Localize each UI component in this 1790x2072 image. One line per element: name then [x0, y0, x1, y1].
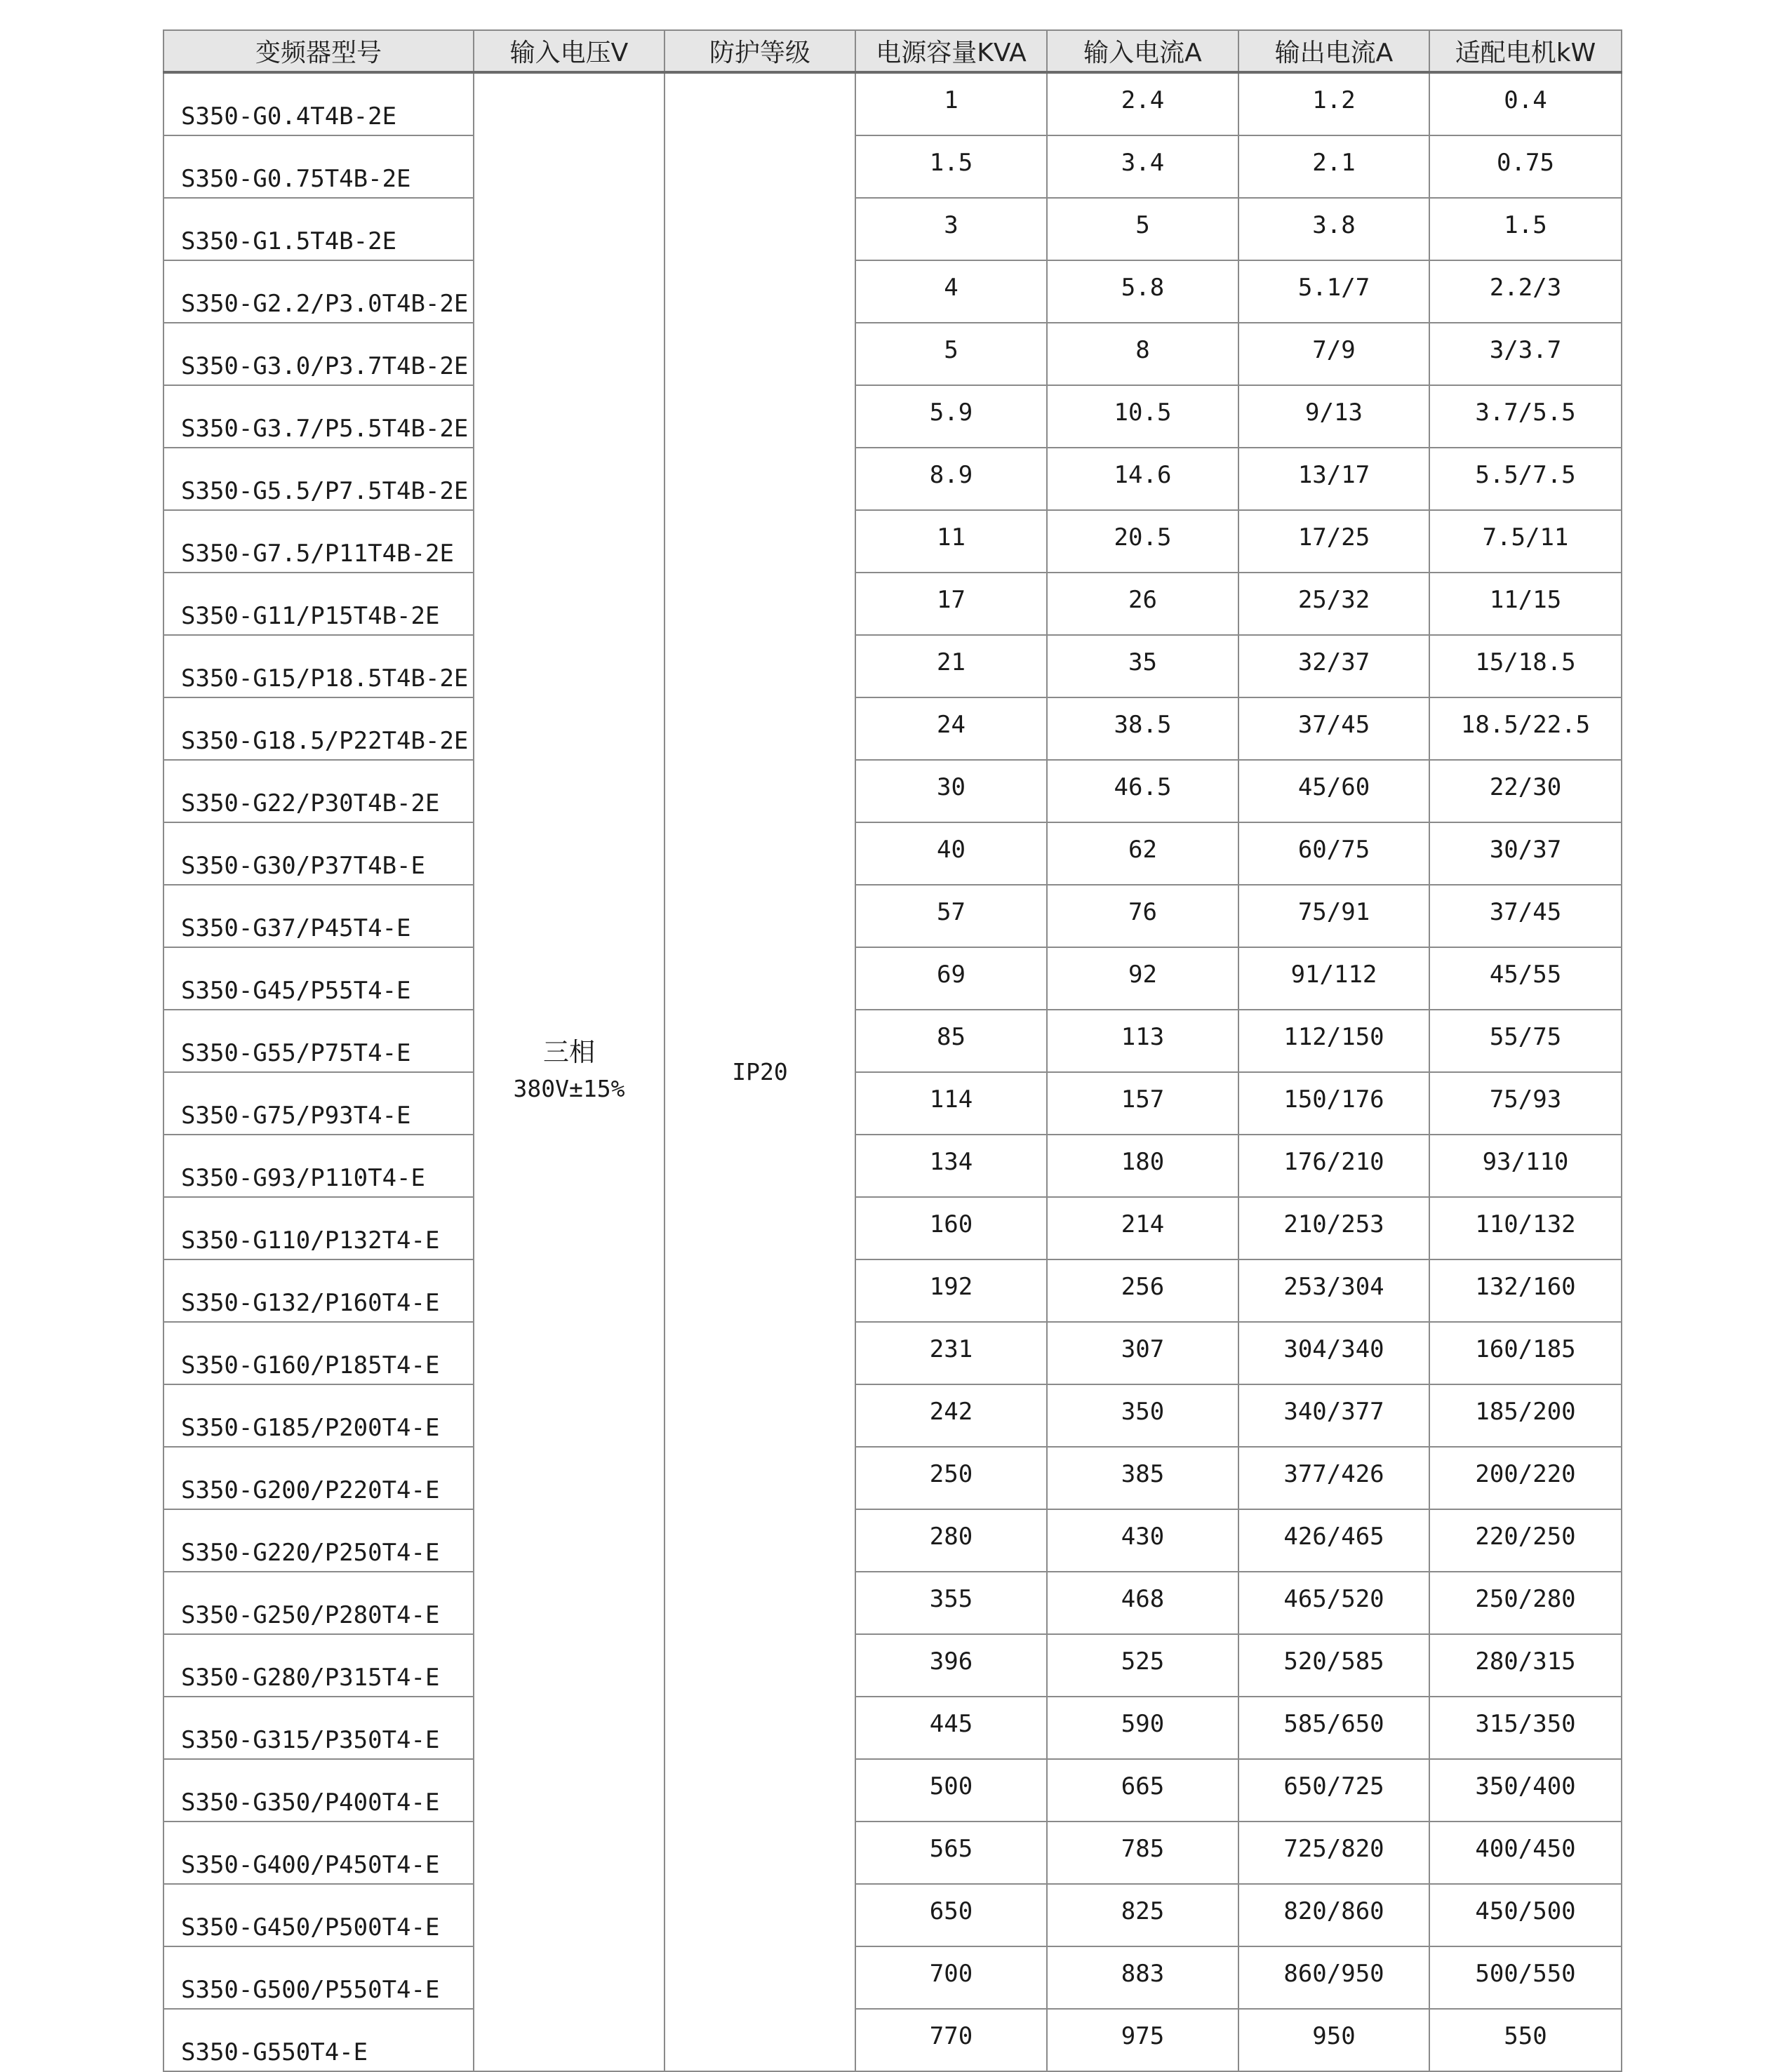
- cell-output-current: 17/25: [1238, 510, 1429, 573]
- cell-motor-power: 200/220: [1429, 1447, 1622, 1509]
- header-input-voltage: 输入电压V: [474, 30, 664, 72]
- cell-motor-power: 3.7/5.5: [1429, 385, 1622, 448]
- cell-motor-power: 5.5/7.5: [1429, 448, 1622, 510]
- input-voltage-phase: 三相: [543, 1036, 595, 1067]
- cell-input-current: 430: [1047, 1509, 1238, 1572]
- cell-output-current: 3.8: [1238, 198, 1429, 260]
- header-protection-class: 防护等级: [664, 30, 855, 72]
- cell-power-capacity: 445: [855, 1697, 1047, 1759]
- cell-motor-power: 250/280: [1429, 1572, 1622, 1634]
- table-row: [163, 822, 1622, 885]
- table-row: [163, 697, 1622, 760]
- cell-power-capacity: 700: [855, 1946, 1047, 2009]
- header-input-current: 输入电流A: [1047, 30, 1238, 72]
- cell-motor-power: 93/110: [1429, 1135, 1622, 1197]
- cell-output-current: 520/585: [1238, 1634, 1429, 1697]
- cell-model: S350-G93/P110T4-E: [163, 1135, 474, 1197]
- table-row: [163, 385, 1622, 448]
- cell-input-current: 2.4: [1047, 72, 1238, 135]
- cell-model: S350-G200/P220T4-E: [163, 1447, 474, 1509]
- cell-motor-power: 315/350: [1429, 1697, 1622, 1759]
- cell-motor-power: 11/15: [1429, 573, 1622, 635]
- cell-output-current: 950: [1238, 2009, 1429, 2071]
- cell-power-capacity: 8.9: [855, 448, 1047, 510]
- cell-motor-power: 500/550: [1429, 1946, 1622, 2009]
- cell-output-current: 75/91: [1238, 885, 1429, 947]
- cell-power-capacity: 355: [855, 1572, 1047, 1634]
- spec-table: [163, 29, 1622, 2072]
- header-row: [163, 30, 1622, 72]
- cell-output-current: 32/37: [1238, 635, 1429, 697]
- table-row: [163, 1135, 1622, 1197]
- cell-model: S350-G15/P18.5T4B-2E: [163, 635, 474, 697]
- cell-motor-power: 220/250: [1429, 1509, 1622, 1572]
- cell-motor-power: 22/30: [1429, 760, 1622, 822]
- cell-model: S350-G500/P550T4-E: [163, 1946, 474, 2009]
- cell-power-capacity: 17: [855, 573, 1047, 635]
- cell-motor-power: 400/450: [1429, 1822, 1622, 1884]
- table-row: [163, 323, 1622, 385]
- table-row: [163, 1509, 1622, 1572]
- cell-model: S350-G55/P75T4-E: [163, 1010, 474, 1072]
- table-row: [163, 1759, 1622, 1822]
- cell-motor-power: 350/400: [1429, 1759, 1622, 1822]
- cell-motor-power: 3/3.7: [1429, 323, 1622, 385]
- cell-model: S350-G75/P93T4-E: [163, 1072, 474, 1135]
- table-row: [163, 510, 1622, 573]
- cell-power-capacity: 21: [855, 635, 1047, 697]
- table-body: [163, 72, 1622, 2071]
- cell-model: S350-G350/P400T4-E: [163, 1759, 474, 1822]
- cell-power-capacity: 40: [855, 822, 1047, 885]
- table-row: [163, 1697, 1622, 1759]
- cell-power-capacity: 11: [855, 510, 1047, 573]
- cell-motor-power: 75/93: [1429, 1072, 1622, 1135]
- cell-model: S350-G7.5/P11T4B-2E: [163, 510, 474, 573]
- cell-output-current: 7/9: [1238, 323, 1429, 385]
- cell-motor-power: 37/45: [1429, 885, 1622, 947]
- cell-power-capacity: 1.5: [855, 135, 1047, 198]
- cell-input-current: 38.5: [1047, 697, 1238, 760]
- cell-model: S350-G160/P185T4-E: [163, 1322, 474, 1384]
- cell-output-current: 150/176: [1238, 1072, 1429, 1135]
- cell-model: S350-G220/P250T4-E: [163, 1509, 474, 1572]
- table-row: [163, 448, 1622, 510]
- cell-output-current: 725/820: [1238, 1822, 1429, 1884]
- cell-motor-power: 2.2/3: [1429, 260, 1622, 323]
- cell-model: S350-G280/P315T4-E: [163, 1634, 474, 1697]
- cell-motor-power: 30/37: [1429, 822, 1622, 885]
- cell-output-current: 5.1/7: [1238, 260, 1429, 323]
- cell-power-capacity: 24: [855, 697, 1047, 760]
- table-row: [163, 1259, 1622, 1322]
- cell-power-capacity: 114: [855, 1072, 1047, 1135]
- header-output-current: 输出电流A: [1238, 30, 1429, 72]
- cell-input-current: 35: [1047, 635, 1238, 697]
- cell-model: S350-G37/P45T4-E: [163, 885, 474, 947]
- cell-input-current: 468: [1047, 1572, 1238, 1634]
- cell-power-capacity: 500: [855, 1759, 1047, 1822]
- cell-motor-power: 185/200: [1429, 1384, 1622, 1447]
- cell-power-capacity: 250: [855, 1447, 1047, 1509]
- cell-input-current: 825: [1047, 1884, 1238, 1946]
- table-row: [163, 1884, 1622, 1946]
- cell-motor-power: 280/315: [1429, 1634, 1622, 1697]
- cell-model: S350-G315/P350T4-E: [163, 1697, 474, 1759]
- cell-motor-power: 1.5: [1429, 198, 1622, 260]
- cell-power-capacity: 30: [855, 760, 1047, 822]
- cell-output-current: 60/75: [1238, 822, 1429, 885]
- cell-power-capacity: 4: [855, 260, 1047, 323]
- cell-output-current: 340/377: [1238, 1384, 1429, 1447]
- cell-motor-power: 0.75: [1429, 135, 1622, 198]
- cell-input-current: 385: [1047, 1447, 1238, 1509]
- cell-motor-power: 110/132: [1429, 1197, 1622, 1259]
- cell-output-current: 650/725: [1238, 1759, 1429, 1822]
- cell-input-current: 62: [1047, 822, 1238, 885]
- cell-output-current: 91/112: [1238, 947, 1429, 1010]
- cell-motor-power: 132/160: [1429, 1259, 1622, 1322]
- cell-output-current: 13/17: [1238, 448, 1429, 510]
- cell-input-current: 665: [1047, 1759, 1238, 1822]
- cell-motor-power: 450/500: [1429, 1884, 1622, 1946]
- cell-motor-power: 7.5/11: [1429, 510, 1622, 573]
- cell-output-current: 820/860: [1238, 1884, 1429, 1946]
- table-row: [163, 635, 1622, 697]
- cell-input-current: 350: [1047, 1384, 1238, 1447]
- cell-output-current: 45/60: [1238, 760, 1429, 822]
- cell-output-current: 1.2: [1238, 72, 1429, 135]
- header-power-capacity: 电源容量KVA: [855, 30, 1047, 72]
- cell-input-current: 26: [1047, 573, 1238, 635]
- table-row: [163, 1946, 1622, 2009]
- cell-model: S350-G18.5/P22T4B-2E: [163, 697, 474, 760]
- cell-input-current: 785: [1047, 1822, 1238, 1884]
- cell-power-capacity: 396: [855, 1634, 1047, 1697]
- table-row: [163, 885, 1622, 947]
- cell-model: S350-G185/P200T4-E: [163, 1384, 474, 1447]
- table-row: [163, 72, 1622, 135]
- cell-power-capacity: 1: [855, 72, 1047, 135]
- cell-power-capacity: 280: [855, 1509, 1047, 1572]
- cell-input-current: 10.5: [1047, 385, 1238, 448]
- table-row: [163, 1197, 1622, 1259]
- table-row: [163, 260, 1622, 323]
- cell-power-capacity: 85: [855, 1010, 1047, 1072]
- cell-model: S350-G400/P450T4-E: [163, 1822, 474, 1884]
- cell-power-capacity: 650: [855, 1884, 1047, 1946]
- cell-motor-power: 15/18.5: [1429, 635, 1622, 697]
- cell-power-capacity: 3: [855, 198, 1047, 260]
- input-voltage-range: 380V±15%: [513, 1075, 625, 1102]
- table-row: [163, 573, 1622, 635]
- cell-output-current: 377/426: [1238, 1447, 1429, 1509]
- table-row: [163, 1572, 1622, 1634]
- cell-model: S350-G5.5/P7.5T4B-2E: [163, 448, 474, 510]
- cell-motor-power: 18.5/22.5: [1429, 697, 1622, 760]
- cell-protection-class: [664, 72, 855, 2071]
- cell-output-current: 112/150: [1238, 1010, 1429, 1072]
- cell-output-current: 860/950: [1238, 1946, 1429, 2009]
- cell-input-current: 157: [1047, 1072, 1238, 1135]
- cell-output-current: 465/520: [1238, 1572, 1429, 1634]
- cell-model: S350-G0.4T4B-2E: [163, 72, 474, 135]
- cell-input-current: 214: [1047, 1197, 1238, 1259]
- cell-output-current: 9/13: [1238, 385, 1429, 448]
- cell-input-current: 307: [1047, 1322, 1238, 1384]
- table-row: [163, 1384, 1622, 1447]
- cell-model: S350-G30/P37T4B-E: [163, 822, 474, 885]
- table-row: [163, 1822, 1622, 1884]
- cell-model: S350-G110/P132T4-E: [163, 1197, 474, 1259]
- cell-model: S350-G250/P280T4-E: [163, 1572, 474, 1634]
- cell-model: S350-G2.2/P3.0T4B-2E: [163, 260, 474, 323]
- cell-power-capacity: 242: [855, 1384, 1047, 1447]
- table-row: [163, 1010, 1622, 1072]
- table-row: [163, 198, 1622, 260]
- cell-power-capacity: 231: [855, 1322, 1047, 1384]
- table-row: [163, 135, 1622, 198]
- cell-motor-power: 550: [1429, 2009, 1622, 2071]
- cell-model: S350-G3.7/P5.5T4B-2E: [163, 385, 474, 448]
- cell-motor-power: 45/55: [1429, 947, 1622, 1010]
- cell-output-current: 37/45: [1238, 697, 1429, 760]
- table-header: [163, 30, 1622, 72]
- cell-output-current: 210/253: [1238, 1197, 1429, 1259]
- table-row: [163, 1072, 1622, 1135]
- cell-power-capacity: 192: [855, 1259, 1047, 1322]
- cell-input-current: 20.5: [1047, 510, 1238, 573]
- cell-input-current: 3.4: [1047, 135, 1238, 198]
- cell-input-current: 590: [1047, 1697, 1238, 1759]
- cell-output-current: 426/465: [1238, 1509, 1429, 1572]
- cell-output-current: 25/32: [1238, 573, 1429, 635]
- cell-input-current: 76: [1047, 885, 1238, 947]
- cell-model: S350-G450/P500T4-E: [163, 1884, 474, 1946]
- header-model: 变频器型号: [163, 30, 474, 72]
- cell-output-current: 253/304: [1238, 1259, 1429, 1322]
- cell-power-capacity: 770: [855, 2009, 1047, 2071]
- cell-input-current: 5: [1047, 198, 1238, 260]
- cell-model: S350-G550T4-E: [163, 2009, 474, 2071]
- cell-input-voltage: [474, 72, 664, 2071]
- cell-motor-power: 55/75: [1429, 1010, 1622, 1072]
- table-row: [163, 2009, 1622, 2071]
- cell-output-current: 585/650: [1238, 1697, 1429, 1759]
- cell-power-capacity: 5.9: [855, 385, 1047, 448]
- header-motor-power: 适配电机kW: [1429, 30, 1622, 72]
- table-row: [163, 1322, 1622, 1384]
- cell-model: S350-G11/P15T4B-2E: [163, 573, 474, 635]
- cell-input-current: 883: [1047, 1946, 1238, 2009]
- table-row: [163, 1634, 1622, 1697]
- cell-input-current: 180: [1047, 1135, 1238, 1197]
- cell-model: S350-G132/P160T4-E: [163, 1259, 474, 1322]
- protection-class-value: IP20: [732, 1058, 788, 1085]
- cell-output-current: 176/210: [1238, 1135, 1429, 1197]
- cell-input-current: 5.8: [1047, 260, 1238, 323]
- cell-power-capacity: 565: [855, 1822, 1047, 1884]
- cell-input-current: 525: [1047, 1634, 1238, 1697]
- cell-input-current: 975: [1047, 2009, 1238, 2071]
- table-row: [163, 947, 1622, 1010]
- cell-model: S350-G1.5T4B-2E: [163, 198, 474, 260]
- cell-input-current: 14.6: [1047, 448, 1238, 510]
- cell-input-current: 92: [1047, 947, 1238, 1010]
- cell-power-capacity: 69: [855, 947, 1047, 1010]
- cell-output-current: 304/340: [1238, 1322, 1429, 1384]
- cell-power-capacity: 57: [855, 885, 1047, 947]
- cell-power-capacity: 5: [855, 323, 1047, 385]
- cell-input-current: 113: [1047, 1010, 1238, 1072]
- cell-input-current: 256: [1047, 1259, 1238, 1322]
- cell-model: S350-G22/P30T4B-2E: [163, 760, 474, 822]
- table-row: [163, 1447, 1622, 1509]
- cell-model: S350-G0.75T4B-2E: [163, 135, 474, 198]
- cell-motor-power: 0.4: [1429, 72, 1622, 135]
- cell-power-capacity: 160: [855, 1197, 1047, 1259]
- cell-output-current: 2.1: [1238, 135, 1429, 198]
- cell-model: S350-G45/P55T4-E: [163, 947, 474, 1010]
- cell-motor-power: 160/185: [1429, 1322, 1622, 1384]
- cell-input-current: 8: [1047, 323, 1238, 385]
- table-row: [163, 760, 1622, 822]
- cell-power-capacity: 134: [855, 1135, 1047, 1197]
- cell-model: S350-G3.0/P3.7T4B-2E: [163, 323, 474, 385]
- cell-input-current: 46.5: [1047, 760, 1238, 822]
